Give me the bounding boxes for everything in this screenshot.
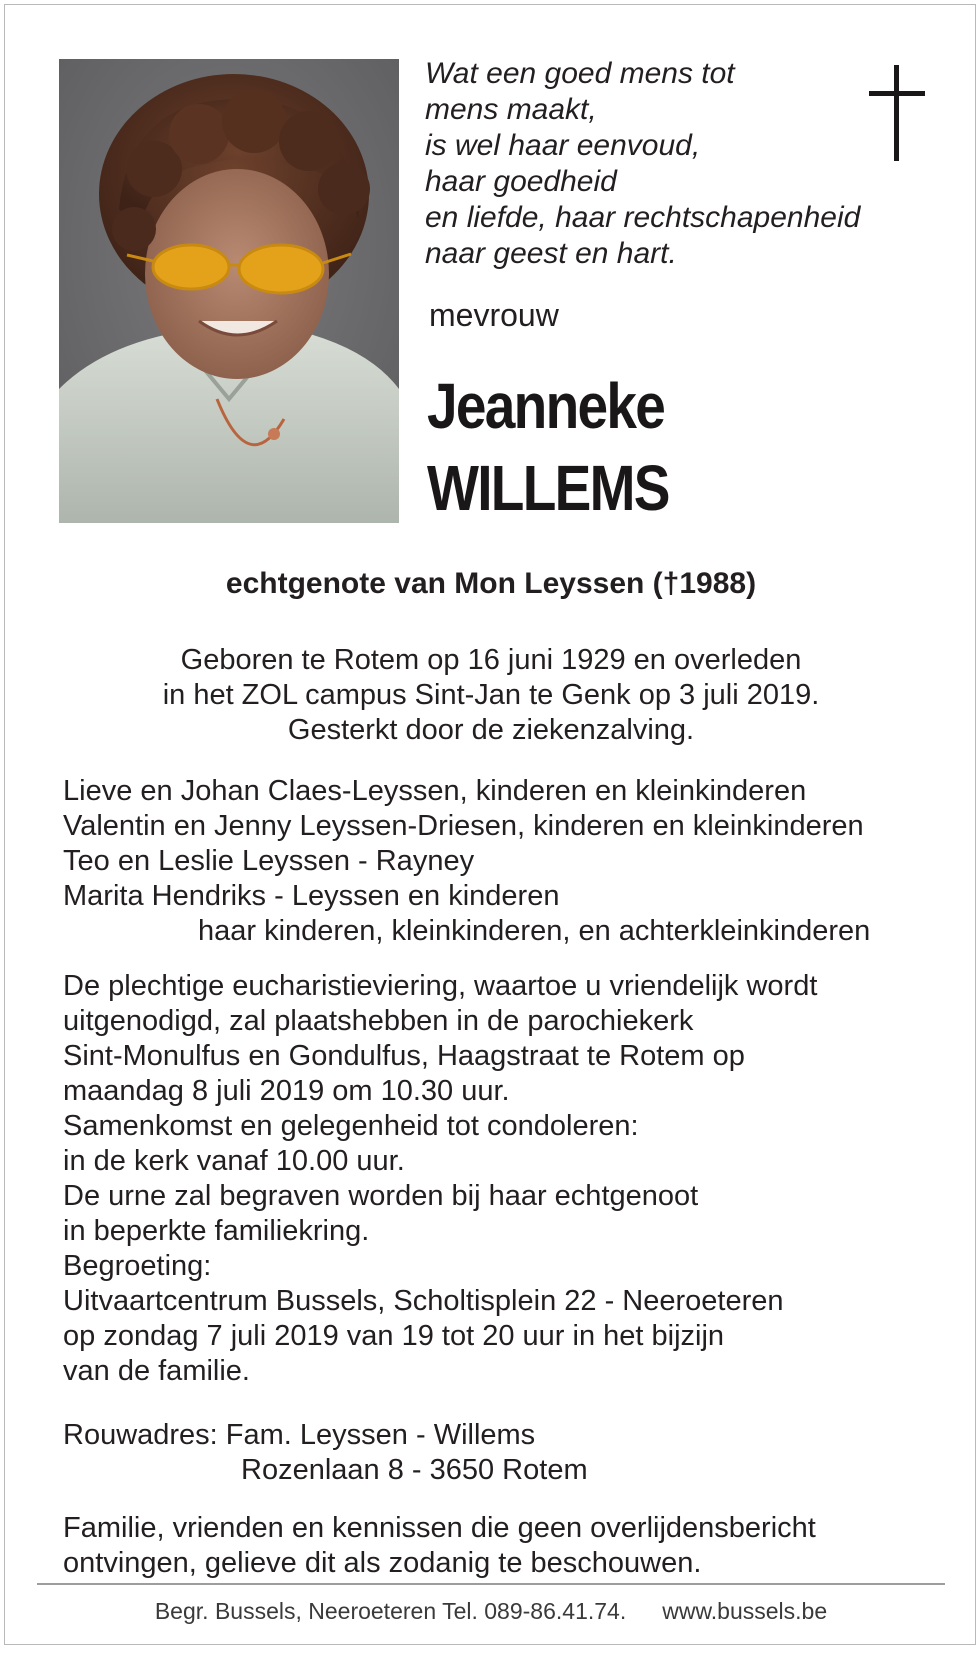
details-line: Geboren te Rotem op 16 juni 1929 en overleden <box>180 644 802 676</box>
footer <box>5 1597 977 1625</box>
portrait-photo <box>59 59 399 523</box>
family-list <box>63 774 943 949</box>
ceremony-line: op zondag 7 juli 2019 van 19 tot 20 uur in het bijzijn <box>63 1320 725 1352</box>
ceremony-line: Uitvaartcentrum Bussels, Scholtisplein 22 - Neeroeteren <box>63 1285 784 1317</box>
funeral-home-contact: Begr. Bussels, Neeroeteren Tel. 089-86.41.74. <box>154 1598 627 1624</box>
quote-line: mens maakt, <box>425 93 597 126</box>
footer-divider <box>37 1583 945 1585</box>
ceremony-line: in de kerk vanaf 10.00 uur. <box>63 1145 405 1177</box>
ceremony-details <box>63 969 943 1389</box>
birth-death-details <box>5 643 977 748</box>
website-link[interactable]: www.bussels.be <box>662 1598 828 1624</box>
address-line: Rozenlaan 8 - 3650 Rotem <box>241 1454 588 1486</box>
deceased-last-name: WILLEMS <box>427 452 669 524</box>
latin-cross-icon <box>869 65 925 165</box>
deceased-first-name: Jeanneke <box>427 370 665 442</box>
ceremony-line: uitgenodigd, zal plaatshebben in de parochiekerk <box>63 1005 694 1037</box>
spouse-line: echtgenote van Mon Leyssen (†1988) <box>225 567 757 600</box>
ceremony-line: van de familie. <box>63 1355 250 1387</box>
family-member: Valentin en Jenny Leyssen-Driesen, kinderen en kleinkinderen <box>63 810 864 842</box>
quote-line: en liefde, haar rechtschapenheid <box>425 201 861 234</box>
ceremony-line: Samenkomst en gelegenheid tot condoleren: <box>63 1110 639 1142</box>
ceremony-line: maandag 8 juli 2019 om 10.30 uur. <box>63 1075 510 1107</box>
closing-note <box>63 1511 943 1581</box>
closing-line: ontvingen, gelieve dit als zodanig te beschouwen. <box>63 1547 702 1579</box>
closing-line: Familie, vrienden en kennissen die geen overlijdensbericht <box>63 1512 816 1544</box>
ceremony-line: De urne zal begraven worden bij haar echtgenoot <box>63 1180 699 1212</box>
quote-line: is wel haar eenvoud, <box>425 129 701 162</box>
family-member: Lieve en Johan Claes-Leyssen, kinderen en kleinkinderen <box>63 775 807 807</box>
family-summary: haar kinderen, kleinkinderen, en achterkleinkinderen <box>198 915 871 947</box>
family-member: Teo en Leslie Leyssen - Rayney <box>63 845 475 877</box>
mourning-address <box>63 1418 943 1488</box>
quote-line: Wat een goed mens tot <box>425 57 735 90</box>
ceremony-line: in beperkte familiekring. <box>63 1215 370 1247</box>
details-line: Gesterkt door de ziekenzalving. <box>287 714 695 746</box>
details-line: in het ZOL campus Sint-Jan te Genk op 3 juli 2019. <box>162 679 820 711</box>
obituary-card <box>4 4 976 1645</box>
memorial-quote <box>425 56 895 272</box>
portrait-illustration <box>59 59 399 523</box>
ceremony-line: Sint-Monulfus en Gondulfus, Haagstraat te Rotem op <box>63 1040 745 1072</box>
honorific-title: mevrouw <box>429 297 559 333</box>
address-line: Rouwadres: Fam. Leyssen - Willems <box>63 1419 536 1451</box>
quote-line: haar goedheid <box>425 165 617 198</box>
ceremony-line: Begroeting: <box>63 1250 212 1282</box>
family-member: Marita Hendriks - Leyssen en kinderen <box>63 880 560 912</box>
quote-line: naar geest en hart. <box>425 237 677 270</box>
ceremony-line: De plechtige eucharistieviering, waartoe u vriendelijk wordt <box>63 970 818 1002</box>
